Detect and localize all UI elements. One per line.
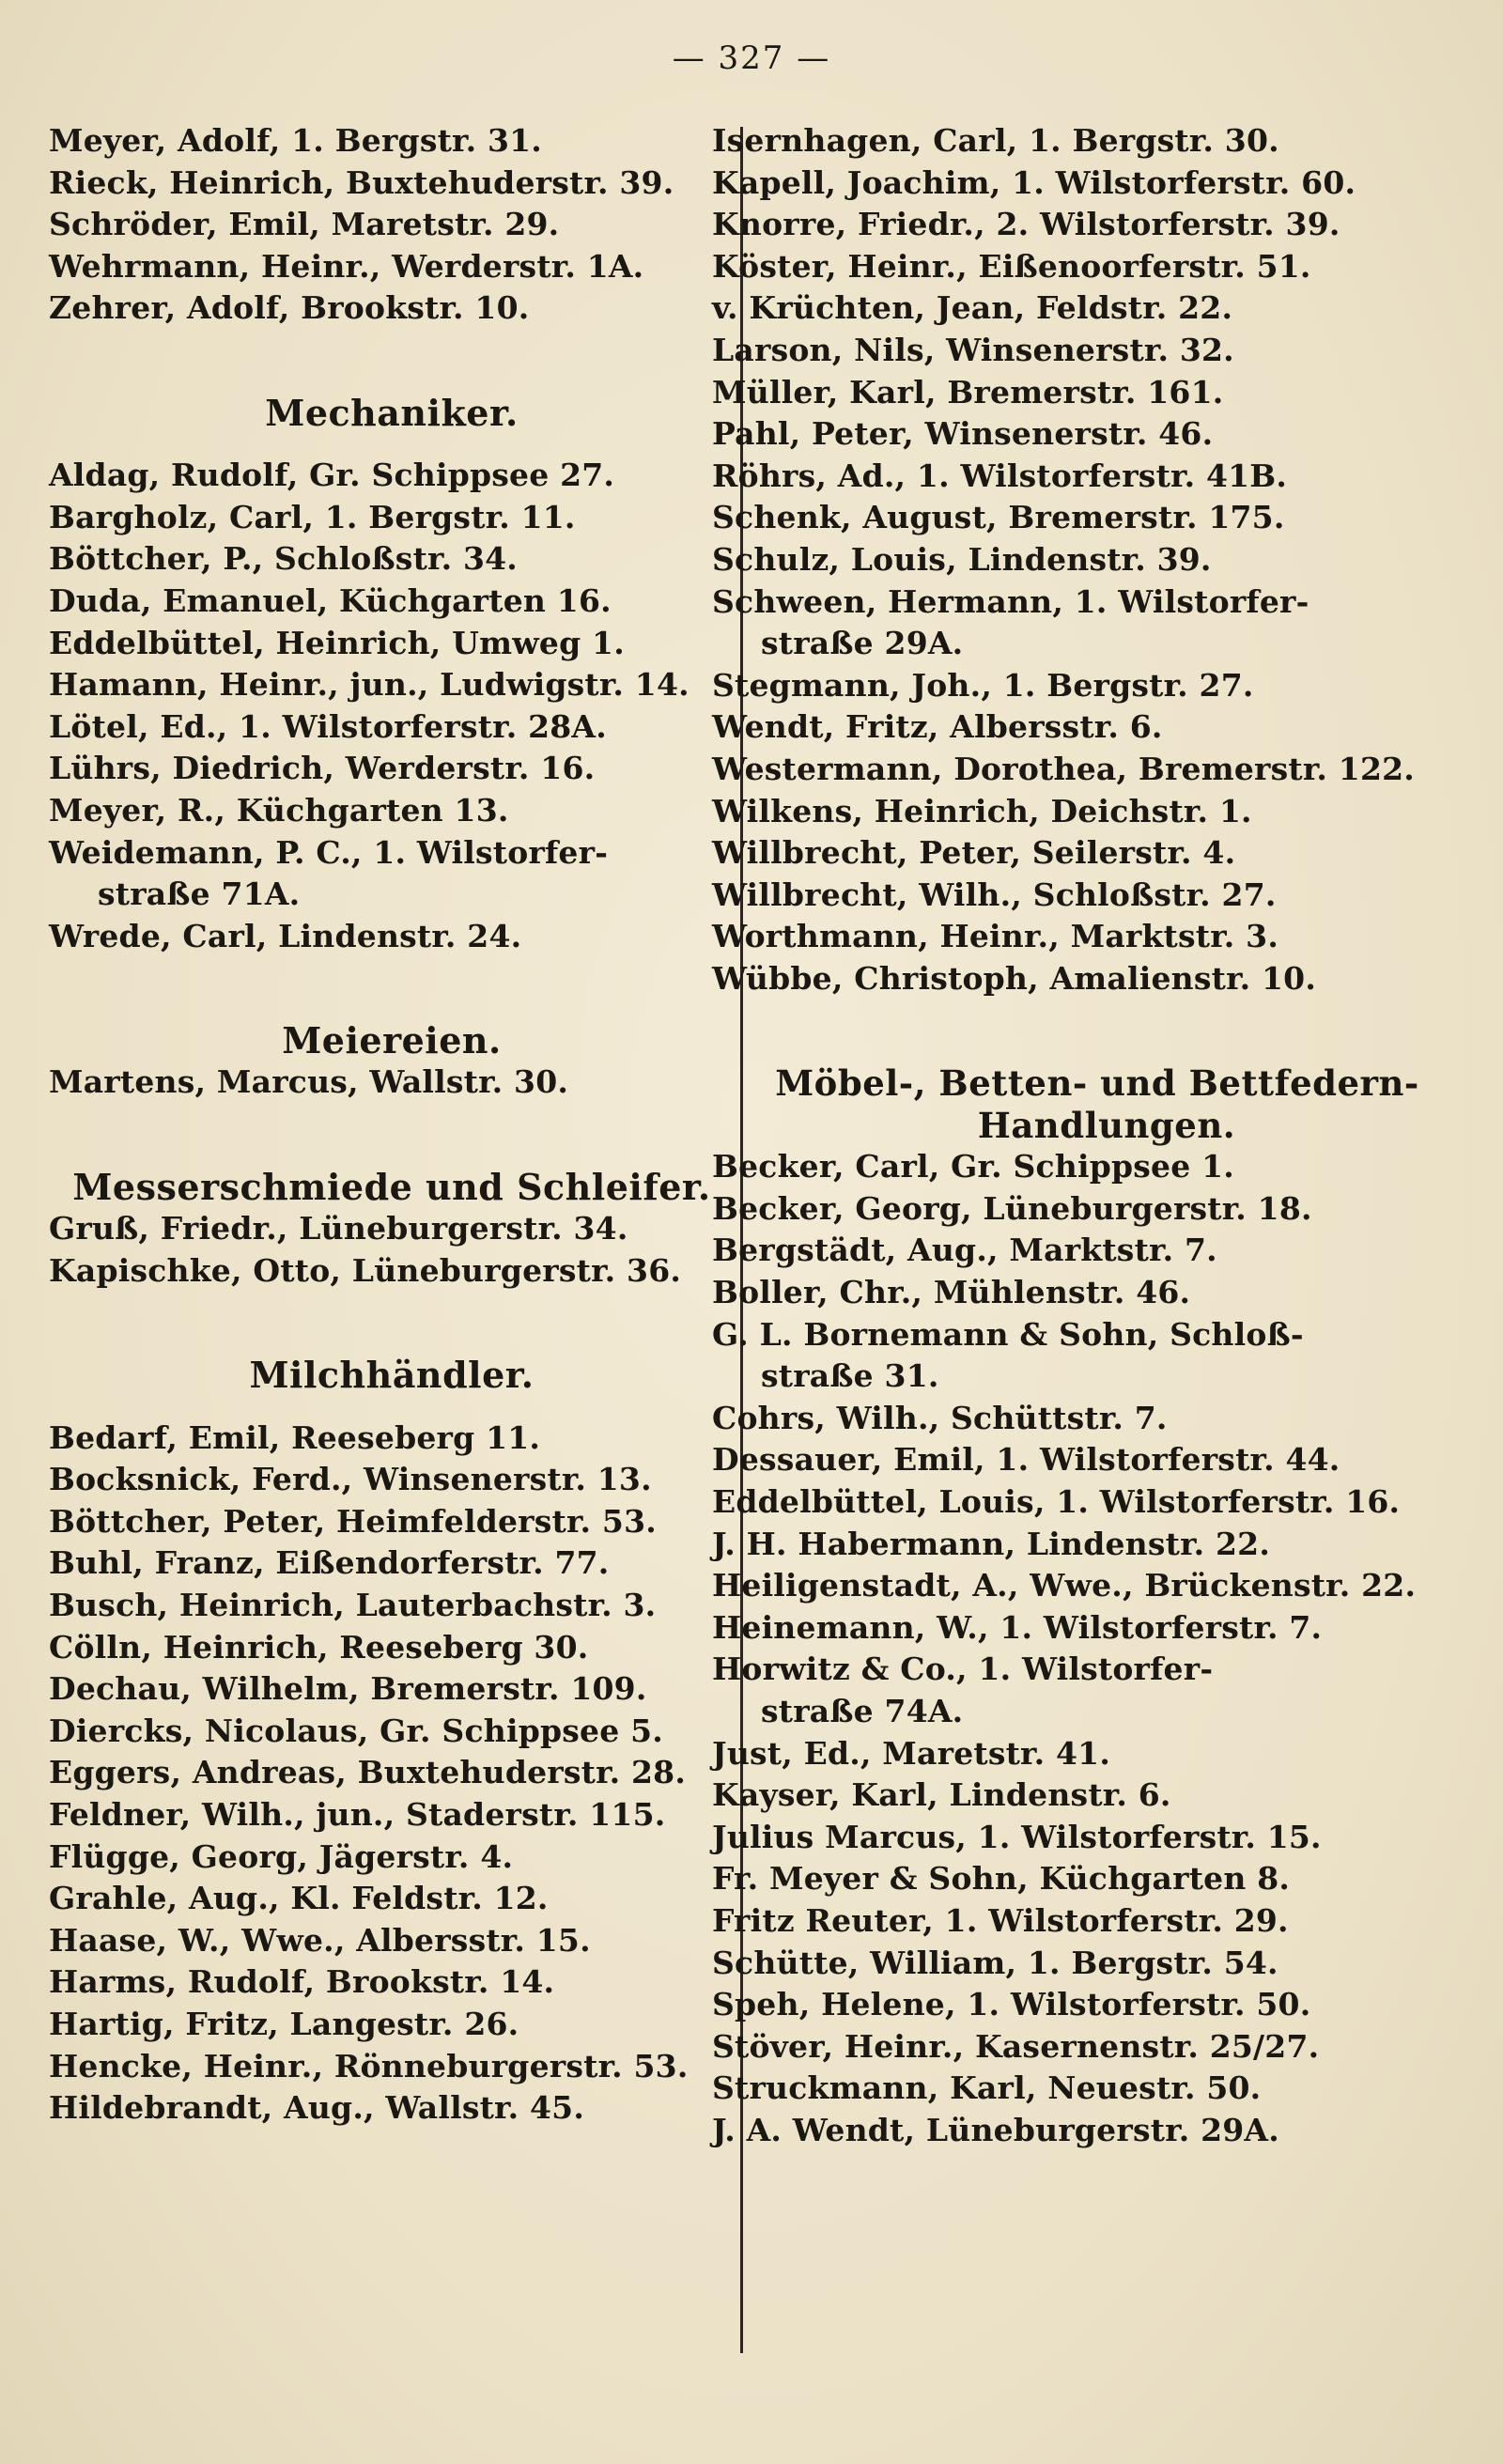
right-column (712, 120, 1445, 2152)
list-item: Busch, Heinrich, Lauterbachstr. 3. (49, 1587, 657, 1623)
list-item: Wübbe, Christoph, Amalienstr. 10. (712, 959, 1317, 997)
list-item: Boller, Chr., Mühlenstr. 46. (712, 1274, 1191, 1311)
list-item: J. A. Wendt, Lüneburgerstr. 29A. (712, 2111, 1279, 2148)
list-item: Eddelbüttel, Louis, 1. Wilstorferstr. 16. (712, 1483, 1401, 1520)
list-item: Fr. Meyer & Sohn, Küchgarten 8. (712, 1860, 1291, 1898)
list-item: Zehrer, Adolf, Brookstr. 10. (49, 289, 530, 327)
list-item: Just, Ed., Maretstr. 41. (712, 1734, 1111, 1772)
list-item: Horwitz & Co., 1. Wilstorfer- (712, 1650, 1214, 1688)
list-item: Willbrecht, Peter, Seilerstr. 4. (712, 834, 1236, 872)
list-item: Rieck, Heinrich, Buxtehuderstr. 39. (49, 163, 674, 201)
list-item: Hildebrandt, Aug., Wallstr. 45. (49, 2089, 585, 2127)
list-item: Müller, Karl, Bremerstr. 161. (712, 373, 1224, 411)
list-item: Dessauer, Emil, 1. Wilstorferstr. 44. (712, 1441, 1340, 1479)
list-item: Martens, Marcus, Wallstr. 30. (49, 1063, 569, 1101)
section-heading-mechaniker: Mechaniker. (265, 391, 519, 434)
list-item: Bergstädt, Aug., Marktstr. 7. (712, 1232, 1217, 1269)
list-item: Flügge, Georg, Jägerstr. 4. (49, 1837, 514, 1875)
list-item: Fritz Reuter, 1. Wilstorferstr. 29. (712, 1901, 1289, 1939)
section-heading-moebel: Möbel-, Betten- und Bettfedern- (775, 1062, 1419, 1105)
list-item-continuation: straße 74A. (761, 1692, 964, 1729)
list-item: Knorre, Friedr., 2. Wilstorferstr. 39. (712, 206, 1340, 243)
list-item: Wehrmann, Heinr., Werderstr. 1A. (49, 247, 644, 285)
list-item: Wrede, Carl, Lindenstr. 24. (49, 917, 522, 954)
list-item: Kapell, Joachim, 1. Wilstorferstr. 60. (712, 163, 1356, 201)
list-item: Schulz, Louis, Lindenstr. 39. (712, 540, 1212, 578)
list-item: Struckmann, Karl, Neuestr. 50. (712, 2069, 1262, 2107)
list-item: Cölln, Heinrich, Reeseberg 30. (49, 1628, 589, 1666)
list-item: Aldag, Rudolf, Gr. Schippsee 27. (49, 457, 615, 494)
list-item: Kapischke, Otto, Lüneburgerstr. 36. (49, 1251, 682, 1289)
list-item: Feldner, Wilh., jun., Staderstr. 115. (49, 1795, 666, 1833)
list-item: Hamann, Heinr., jun., Ludwigstr. 14. (49, 666, 690, 704)
list-item: Eddelbüttel, Heinrich, Umweg 1. (49, 624, 625, 661)
list-item: Wilkens, Heinrich, Deichstr. 1. (712, 792, 1252, 829)
list-item: G. L. Bornemann & Sohn, Schloß- (712, 1315, 1304, 1353)
list-item: Isernhagen, Carl, 1. Bergstr. 30. (712, 122, 1279, 159)
list-item: Duda, Emanuel, Küchgarten 16. (49, 581, 612, 619)
list-item: Grahle, Aug., Kl. Feldstr. 12. (49, 1880, 549, 1917)
list-item: Heinemann, W., 1. Wilstorferstr. 7. (712, 1608, 1323, 1646)
list-item: Haase, W., Wwe., Albersstr. 15. (49, 1921, 591, 1959)
list-item: J. H. Habermann, Lindenstr. 22. (712, 1525, 1271, 1562)
list-item: Heiligenstadt, A., Wwe., Brückenstr. 22. (712, 1567, 1417, 1604)
list-item: Dechau, Wilhelm, Bremerstr. 109. (49, 1670, 647, 1708)
list-item: Köster, Heinr., Eißenoorferstr. 51. (712, 247, 1311, 285)
list-item: Hencke, Heinr., Rönneburgerstr. 53. (49, 2047, 689, 2084)
list-item: Becker, Carl, Gr. Schippsee 1. (712, 1148, 1234, 1186)
list-item-continuation: straße 71A. (98, 876, 301, 913)
section-heading-messerschmiede: Messerschmiede und Schleifer. (72, 1165, 711, 1208)
list-item: Hartig, Fritz, Langestr. 26. (49, 2005, 519, 2042)
list-item: Willbrecht, Wilh., Schloßstr. 27. (712, 876, 1277, 913)
list-item: Bocksnick, Ferd., Winsenerstr. 13. (49, 1461, 652, 1498)
list-item: Röhrs, Ad., 1. Wilstorferstr. 41B. (712, 457, 1288, 494)
list-item-continuation: straße 29A. (761, 625, 964, 662)
list-item: Kayser, Karl, Lindenstr. 6. (712, 1776, 1171, 1814)
list-item: Diercks, Nicolaus, Gr. Schippsee 5. (49, 1712, 663, 1749)
list-item: Stegmann, Joh., 1. Bergstr. 27. (712, 666, 1254, 704)
list-item: v. Krüchten, Jean, Feldstr. 22. (712, 289, 1233, 327)
list-item: Bargholz, Carl, 1. Bergstr. 11. (49, 498, 576, 535)
list-item: Weidemann, P. C., 1. Wilstorfer- (49, 833, 609, 871)
list-item: Schütte, William, 1. Bergstr. 54. (712, 1944, 1278, 1981)
list-item: Pahl, Peter, Winsenerstr. 46. (712, 415, 1214, 453)
list-item: Eggers, Andreas, Buxtehuderstr. 28. (49, 1754, 687, 1791)
list-item: Cohrs, Wilh., Schüttstr. 7. (712, 1399, 1168, 1436)
list-item: Larson, Nils, Winsenerstr. 32. (712, 331, 1234, 368)
list-item: Böttcher, Peter, Heimfelderstr. 53. (49, 1502, 657, 1540)
list-item: Schenk, August, Bremerstr. 175. (712, 499, 1285, 536)
list-item: Bedarf, Emil, Reeseberg 11. (49, 1418, 541, 1456)
left-column (49, 120, 735, 2130)
section-heading-meiereien: Meiereien. (282, 1018, 502, 1062)
list-item: Meyer, R., Küchgarten 13. (49, 791, 509, 829)
list-item: Speh, Helene, 1. Wilstorferstr. 50. (712, 1986, 1311, 2023)
list-item: Wendt, Fritz, Albersstr. 6. (712, 708, 1163, 746)
list-item: Harms, Rudolf, Brookstr. 14. (49, 1963, 555, 2001)
list-item-continuation: straße 31. (761, 1357, 939, 1395)
page-number: — 327 — (672, 39, 831, 77)
list-item: Meyer, Adolf, 1. Bergstr. 31. (49, 122, 542, 159)
list-item: Julius Marcus, 1. Wilstorferstr. 15. (712, 1818, 1322, 1855)
section-heading-milchhaendler: Milchhändler. (249, 1354, 535, 1397)
list-item: Westermann, Dorothea, Bremerstr. 122. (712, 750, 1415, 787)
list-item: Becker, Georg, Lüneburgerstr. 18. (712, 1189, 1312, 1227)
list-item: Böttcher, P., Schloßstr. 34. (49, 540, 518, 578)
list-item: Lötel, Ed., 1. Wilstorferstr. 28A. (49, 707, 607, 745)
list-item: Schröder, Emil, Maretstr. 29. (49, 206, 560, 243)
section-heading-moebel-cont: Handlungen. (977, 1104, 1236, 1146)
list-item: Buhl, Franz, Eißendorferstr. 77. (49, 1544, 610, 1582)
list-item: Schween, Hermann, 1. Wilstorfer- (712, 582, 1309, 620)
list-item: Stöver, Heinr., Kasernenstr. 25/27. (712, 2027, 1320, 2065)
list-item: Lührs, Diedrich, Werderstr. 16. (49, 750, 596, 787)
list-item: Gruß, Friedr., Lüneburgerstr. 34. (49, 1210, 628, 1247)
list-item: Worthmann, Heinr., Marktstr. 3. (712, 918, 1279, 955)
